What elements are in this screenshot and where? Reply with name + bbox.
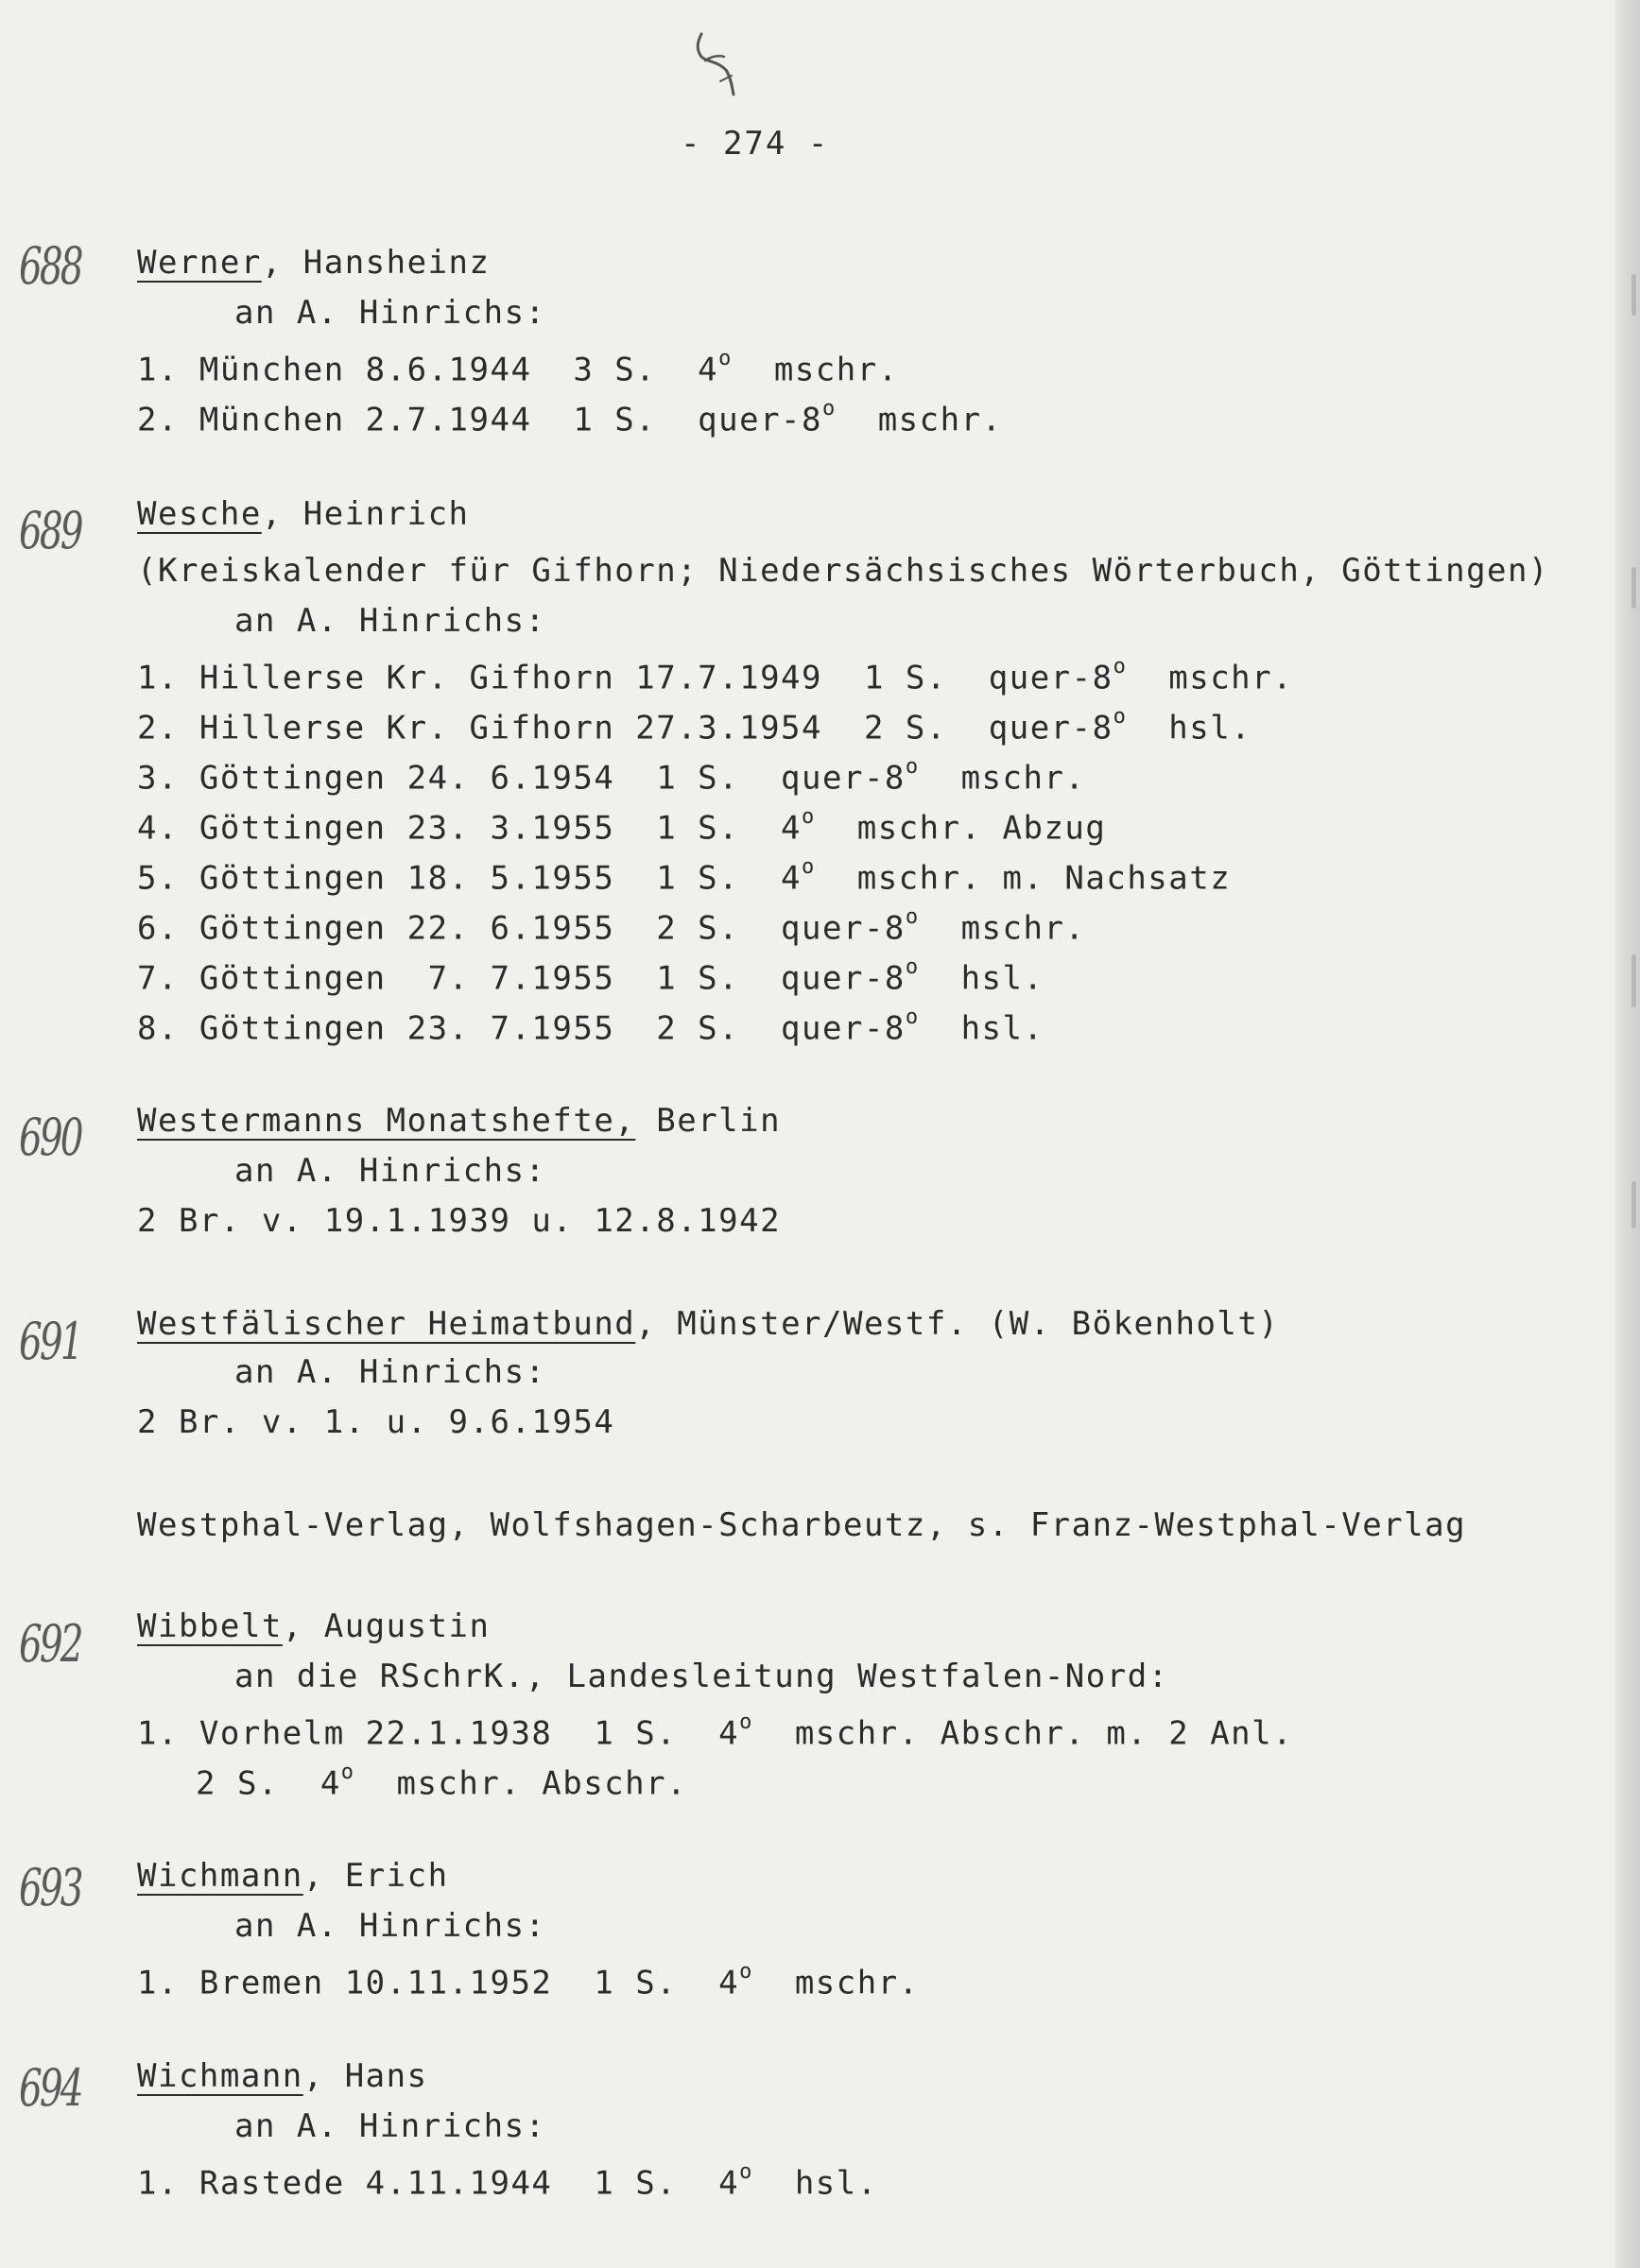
handwritten-mark-icon [688,28,745,100]
entry-recipient: an A. Hinrichs: [234,1907,546,1945]
entry-number-handwritten: 694 [19,2058,81,2118]
entry-number-handwritten: 691 [19,1312,81,1371]
entry-name: Wibbelt [137,1607,283,1645]
entry-recipient: an die RSchrK., Landesleitung Westfalen-Nord: [234,1658,1169,1695]
edge-mark [1631,567,1636,609]
entry-number-handwritten: 692 [19,1614,81,1674]
entry-item: 2 S. 4$^o$ mschr. Abschr. [196,1761,688,1803]
entry-number-handwritten: 690 [19,1108,81,1167]
entry-heading [137,1102,781,1140]
entry-recipient: an A. Hinrichs: [234,602,546,640]
entry-number-handwritten: 688 [19,236,81,296]
edge-mark [1631,954,1636,1007]
edge-mark [1631,274,1636,316]
page-number: - 274 - [681,125,830,163]
entry-heading [137,1607,491,1645]
entry-number-handwritten: 693 [19,1858,81,1917]
cross-reference: Westphal-Verlag, Wolfshagen-Scharbeutz, s. Franz-Westphal-Verlag [137,1506,1467,1544]
entry-heading [137,495,470,533]
edge-mark [1631,1181,1636,1228]
entry-item: 1. Bremen 10.11.1952 1 S. 4$^o$ mschr. [137,1960,920,2002]
entry-item: 7. Göttingen 7. 7.1955 1 S. quer-8$^o$ hsl. [137,955,1044,998]
entry-item: 2 Br. v. 1. u. 9.6.1954 [137,1403,615,1441]
entry-recipient: an A. Hinrichs: [234,1152,546,1190]
entry-item: 4. Göttingen 23. 3.1955 1 S. 4$^o$ mschr. Abzug [137,805,1107,848]
entry-name-rest: , Münster/Westf. (W. Bökenholt) [635,1305,1280,1343]
entry-item: 2. München 2.7.1944 1 S. quer-8$^o$ mschr. [137,397,1003,439]
entry-name: Wesche [137,495,262,533]
entry-recipient: an A. Hinrichs: [234,294,546,332]
entry-name-rest: , Hans [302,2057,428,2095]
entry-name: Westfälischer Heimatbund [137,1305,636,1343]
entry-name-rest: , Heinrich [261,495,470,533]
entry-item: 8. Göttingen 23. 7.1955 2 S. quer-8$^o$ hsl. [137,1005,1044,1048]
entry-item: 1. Hillerse Kr. Gifhorn 17.7.1949 1 S. quer-8$^o$ mschr. [137,655,1294,697]
entry-heading [137,2057,428,2095]
page-edge [1615,0,1640,2268]
entry-name-rest: , Erich [302,1857,449,1895]
entry-recipient: an A. Hinrichs: [234,2107,546,2145]
entry-name: Wichmann [137,2057,303,2095]
entry-name: Werner [137,244,262,282]
entry-note: (Kreiskalender für Gifhorn; Niedersächsisches Wörterbuch, Göttingen) [137,552,1549,590]
entry-item: 6. Göttingen 22. 6.1955 2 S. quer-8$^o$ mschr. [137,905,1086,948]
entry-item: 2 Br. v. 19.1.1939 u. 12.8.1942 [137,1202,782,1240]
entry-name: Wichmann [137,1857,303,1895]
entry-item: 5. Göttingen 18. 5.1955 1 S. 4$^o$ mschr. m. Nachsatz [137,855,1232,898]
entry-item: 2. Hillerse Kr. Gifhorn 27.3.1954 2 S. quer-8$^o$ hsl. [137,705,1252,747]
entry-item: 3. Göttingen 24. 6.1954 1 S. quer-8$^o$ mschr. [137,755,1086,798]
entry-number-handwritten: 689 [19,501,81,560]
entry-heading [137,244,491,282]
entry-heading [137,1857,449,1895]
entry-name: Westermanns Monatshefte, [137,1102,636,1140]
entry-heading [137,1305,1279,1343]
entry-recipient: an A. Hinrichs: [234,1353,546,1391]
entry-item: 1. München 8.6.1944 3 S. 4$^o$ mschr. [137,347,899,389]
entry-name-rest: , Augustin [282,1607,491,1645]
entry-item: 1. Vorhelm 22.1.1938 1 S. 4$^o$ mschr. Abschr. m. 2 Anl. [137,1710,1294,1753]
entry-item: 1. Rastede 4.11.1944 1 S. 4$^o$ hsl. [137,2160,878,2203]
entry-name-rest: , Hansheinz [261,244,491,282]
entry-name-rest: Berlin [635,1102,782,1140]
